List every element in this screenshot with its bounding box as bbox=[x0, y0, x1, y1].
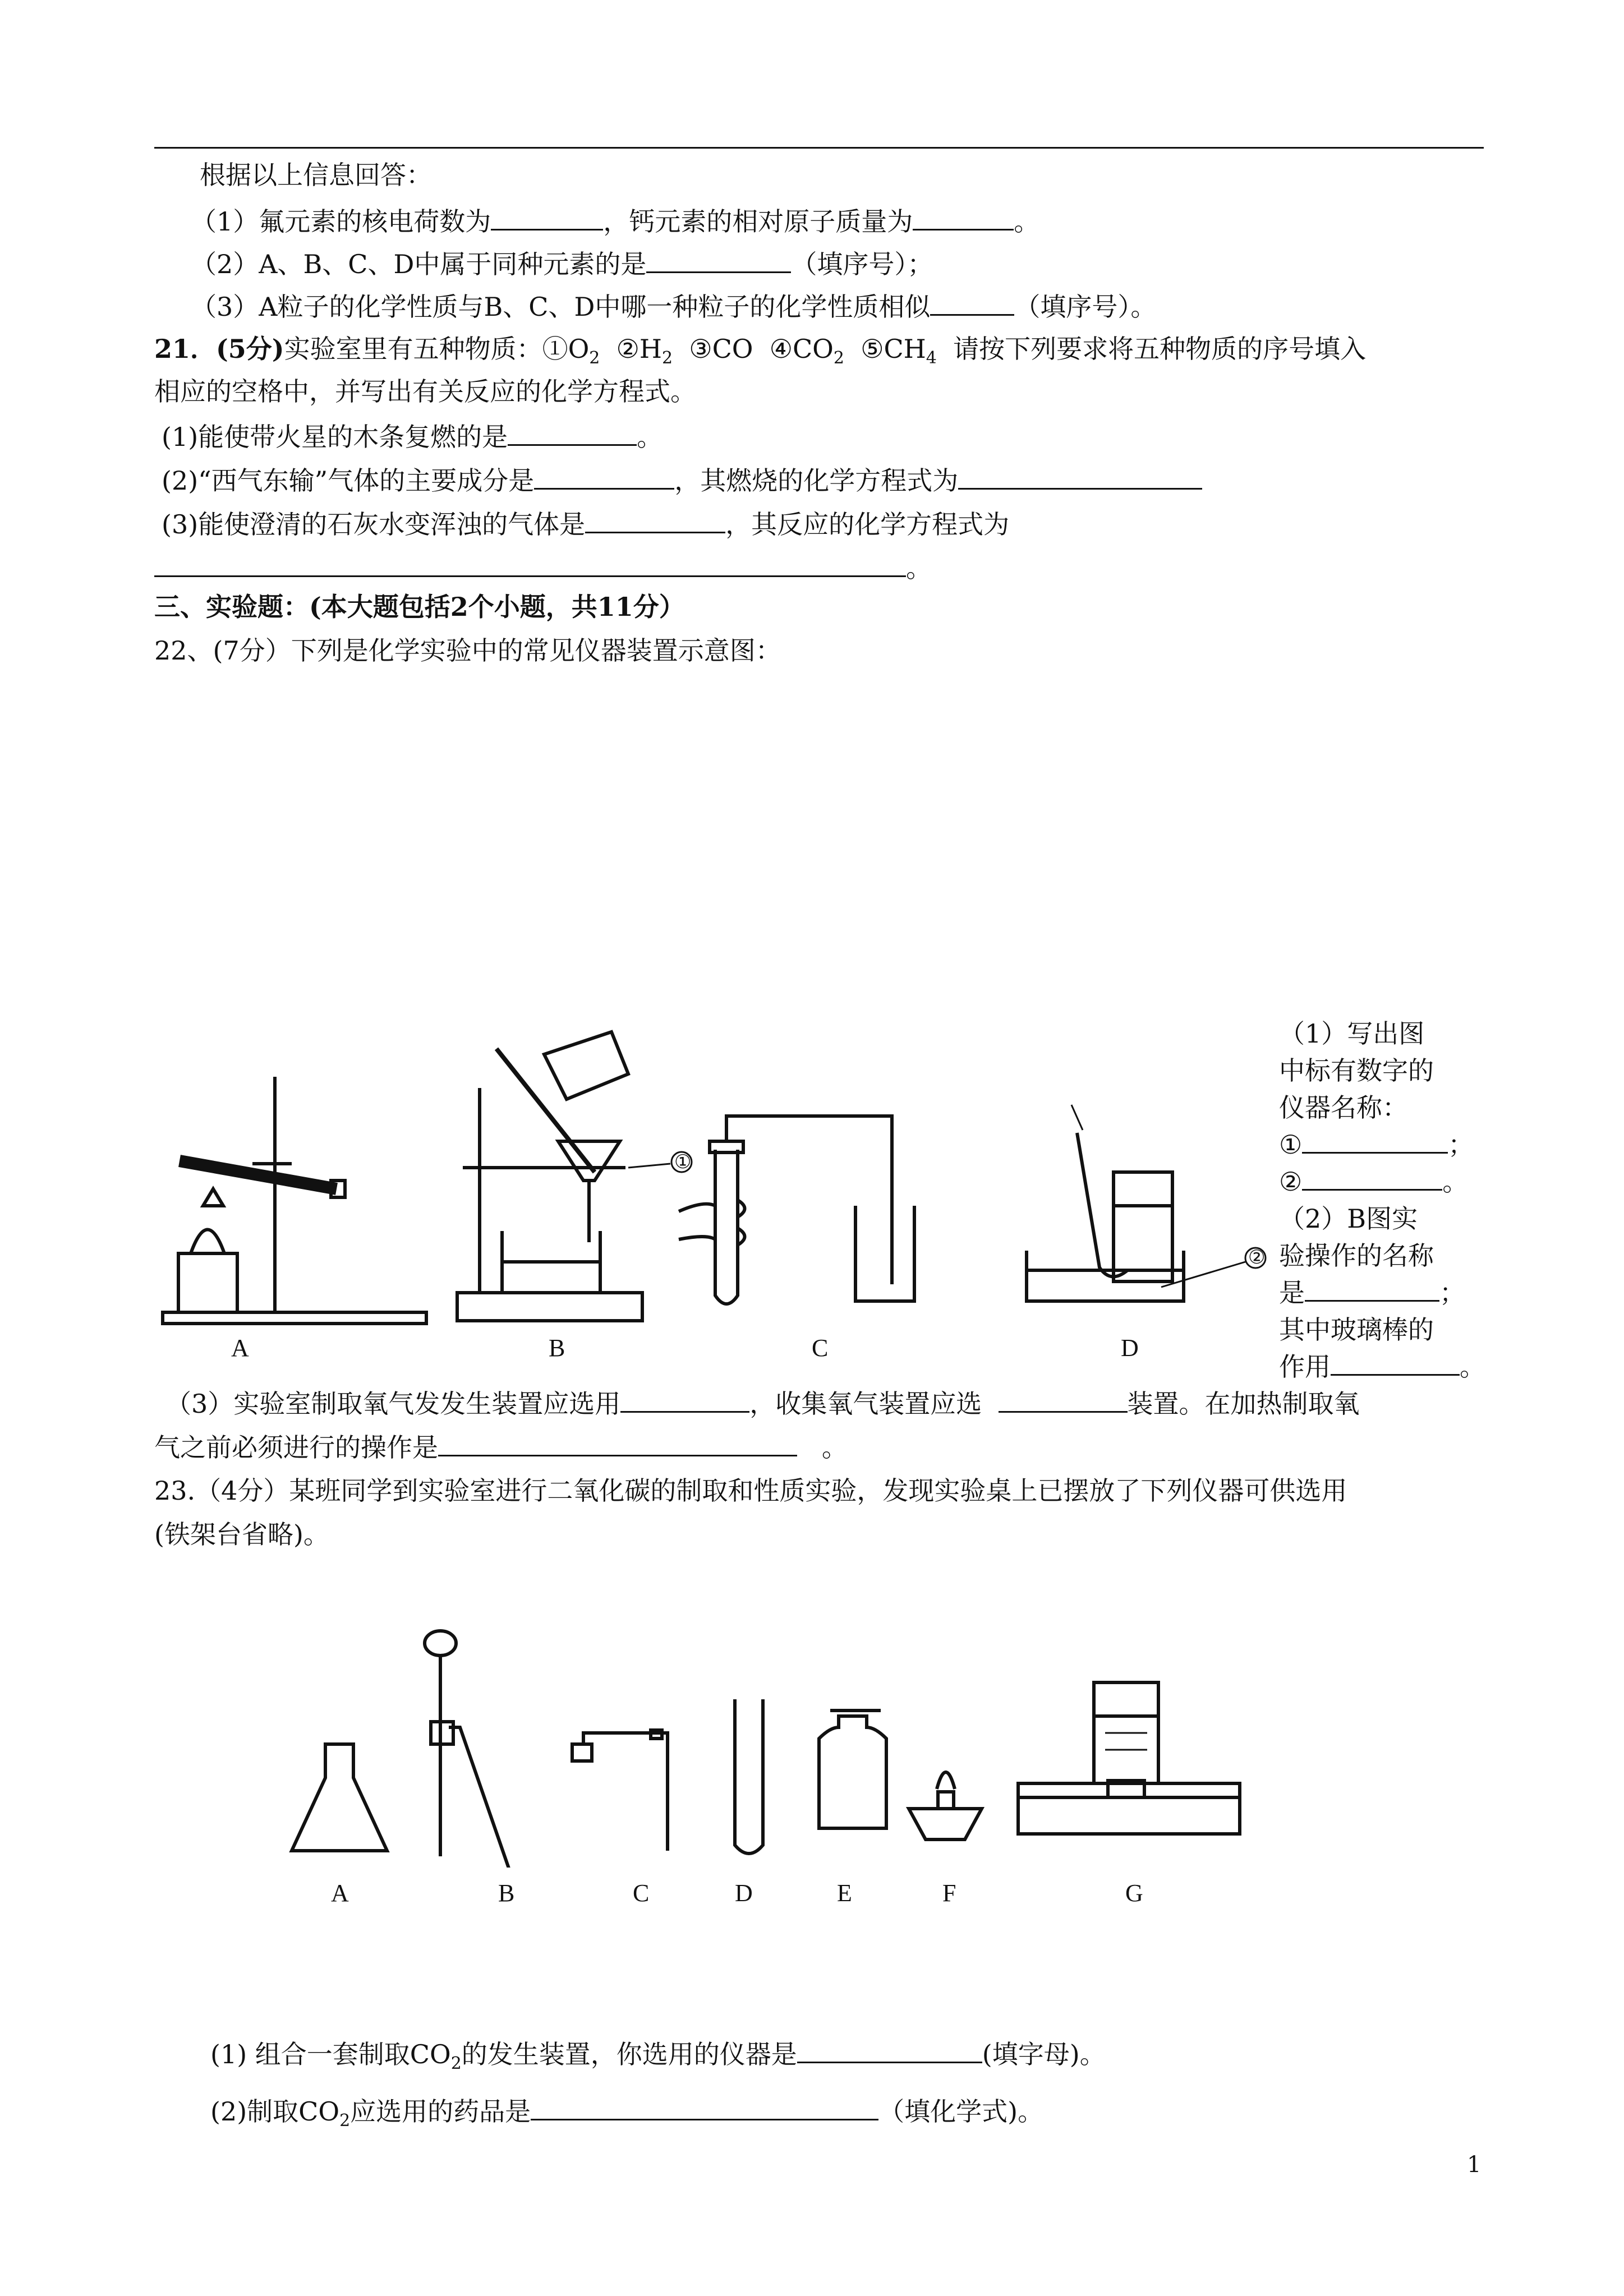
q20-part2: （2）A、B、C、D中属于同种元素的是 （填序号）； bbox=[191, 247, 933, 281]
answer-blank[interactable] bbox=[531, 2094, 878, 2120]
figure-label-c: C bbox=[633, 1879, 650, 1907]
test-tube bbox=[735, 1699, 763, 1854]
answer-blank[interactable] bbox=[491, 204, 603, 230]
figure-label-a: A bbox=[231, 1334, 249, 1362]
answer-blank[interactable] bbox=[913, 204, 1014, 230]
q21-part3-line2: 。 bbox=[154, 551, 932, 585]
figure-label-b: B bbox=[549, 1334, 565, 1362]
answer-blank[interactable] bbox=[646, 247, 791, 273]
conical-flask bbox=[292, 1744, 387, 1851]
answer-blank[interactable] bbox=[1305, 1275, 1439, 1302]
gas-bottle bbox=[819, 1711, 886, 1828]
page-number: 1 bbox=[1467, 2152, 1482, 2178]
figure-label-e: E bbox=[837, 1879, 852, 1907]
answer-blank[interactable] bbox=[999, 1386, 1128, 1413]
q21-part1: (1)能使带火星的木条复燃的是 。 bbox=[162, 419, 663, 454]
apparatus-d bbox=[1027, 1105, 1266, 1301]
q21-stem: 21．(5分)实验室里有五种物质：$①O_2$ $②H_2$ ③CO $④CO_2$ $⑤CH_4$ 请按下列要求将五种物质的序号填入 bbox=[154, 334, 1367, 368]
figure-label-g: G bbox=[1125, 1879, 1143, 1907]
section-title: 三、实验题：(本大题包括2个小题，共11分） bbox=[154, 592, 685, 622]
figure-label-a: A bbox=[331, 1879, 349, 1907]
q23-stem: 23.（4分）某班同学到实验室进行二氧化碳的制取和性质实验，发现实验桌上已摆放了下列仪器可供选用 bbox=[154, 1476, 1347, 1506]
delivery-tube bbox=[572, 1730, 668, 1851]
figure-label-f: F bbox=[942, 1879, 956, 1907]
q21-part2: (2)“西气东输”气体的主要成分是 ，其燃烧的化学方程式为 bbox=[162, 463, 1202, 497]
answer-blank[interactable] bbox=[930, 289, 1014, 316]
q22-side-question: （1）写出图 中标有数字的 仪器名称： ① ； ② 。 （2）B图实 验操作的名称 是 ； 其中玻璃棒的 作用 。 bbox=[1279, 1018, 1485, 1382]
answer-blank[interactable] bbox=[508, 419, 637, 446]
q21-stem-line2: 相应的空格中，并写出有关反应的化学方程式。 bbox=[154, 376, 696, 407]
answer-blank[interactable] bbox=[1302, 1127, 1448, 1154]
q23-stem-line2: (铁架台省略)。 bbox=[154, 1519, 329, 1550]
apparatus-a bbox=[163, 1077, 426, 1324]
q22-part3: （3）实验室制取氧气发发生装置应选用 ，收集氧气装置应选 装置。在加热制取氧 bbox=[165, 1386, 1360, 1421]
answer-blank[interactable] bbox=[585, 507, 725, 533]
q20-part1: （1）氟元素的核电荷数为 ，钙元素的相对原子质量为 。 bbox=[191, 204, 1039, 238]
callout-2: ② bbox=[1248, 1247, 1266, 1268]
callout-1: ① bbox=[674, 1152, 692, 1173]
answer-blank[interactable] bbox=[958, 463, 1202, 490]
figure-label-c: C bbox=[812, 1334, 829, 1362]
apparatus-figure-23 bbox=[280, 1621, 1245, 1868]
apparatus-figure-22 bbox=[151, 1021, 1273, 1335]
answer-blank[interactable] bbox=[1331, 1349, 1460, 1376]
figure-label-d: D bbox=[1121, 1334, 1139, 1362]
intro-line: 根据以上信息回答： bbox=[200, 160, 432, 190]
q20-part3: （3）A粒子的化学性质与B、C、D中哪一种粒子的化学性质相似 （填序号）。 bbox=[191, 289, 1156, 324]
q21-part3: (3)能使澄清的石灰水变浑浊的气体是 ，其反应的化学方程式为 bbox=[162, 507, 1009, 541]
answer-blank[interactable] bbox=[154, 551, 906, 577]
q23-part1: (1) 组合一套制取$CO_2$的发生装置，你选用的仪器是 (填字母)。 bbox=[210, 2037, 1106, 2081]
answer-blank[interactable] bbox=[534, 463, 674, 490]
header-rule bbox=[154, 147, 1484, 149]
apparatus-b bbox=[457, 1032, 692, 1321]
alcohol-lamp bbox=[909, 1772, 982, 1839]
apparatus-c bbox=[679, 1116, 914, 1304]
q22-stem: 22、(7分）下列是化学实验中的常见仪器装置示意图： bbox=[154, 635, 781, 666]
funnel-with-tube bbox=[425, 1631, 533, 1868]
answer-blank[interactable] bbox=[1302, 1164, 1442, 1191]
answer-blank[interactable] bbox=[438, 1430, 797, 1456]
q22-part3-line2: 气之前必须进行的操作是 。 bbox=[154, 1430, 848, 1464]
answer-blank[interactable] bbox=[797, 2037, 982, 2063]
water-trough bbox=[1018, 1682, 1240, 1834]
q23-part2: (2)制取$CO_2$应选用的药品是 （填化学式)。 bbox=[210, 2094, 1043, 2138]
figure-label-b: B bbox=[498, 1879, 515, 1907]
figure-label-d: D bbox=[735, 1879, 753, 1907]
answer-blank[interactable] bbox=[620, 1386, 749, 1413]
